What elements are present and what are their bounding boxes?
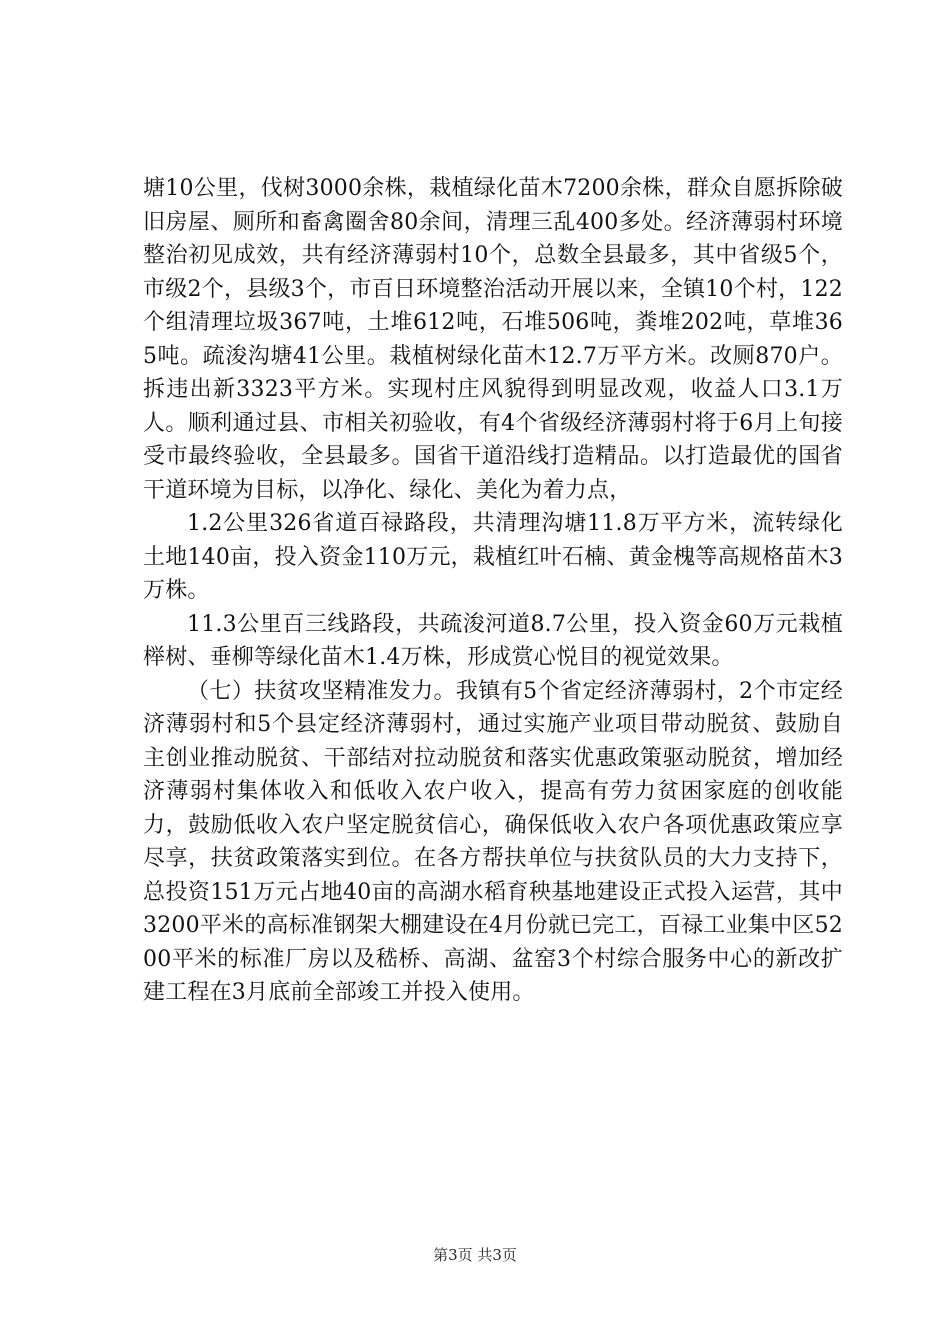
document-body xyxy=(143,172,843,1010)
page-number-footer: 第3页 共3页 xyxy=(433,1246,517,1264)
paragraph-1: 塘10公里，伐树3000余株，栽植绿化苗木7200余株，群众自愿拆除破旧房屋、厕所和畜禽圈舍80余间，清理三乱400多处。经济薄弱村环境整治初见成效，共有经济薄弱村10个，总数全县最多，其中省级5个，市级2个，县级3个，市百日环境整治活动开展以来，全镇10个村，122个组清理垃圾367吨，土堆612吨，石堆506吨，粪堆202吨，草堆365吨。疏浚沟塘41公里。栽植树绿化苗木12.7万平方米。改厕870户。拆违出新3323平方米。实现村庄风貌得到明显改观，收益人口3.1万人。顺利通过县、市相关初验收，有4个省级经济薄弱村将于6月上旬接受市最终验收，全县最多。国省干道沿线打造精品。以打造最优的国省干道环境为目标，以净化、绿化、美化为着力点， xyxy=(143,176,843,503)
paragraph-4: （七）扶贫攻坚精准发力。我镇有5个省定经济薄弱村，2个市定经济薄弱村和5个县定经济薄弱村，通过实施产业项目带动脱贫、鼓励自主创业推动脱贫、干部结对拉动脱贫和落实优惠政策驱动脱贫，增加经济薄弱村集体收入和低收入农户收入，提高有劳力贫困家庭的创收能力，鼓励低收入农户坚定脱贫信心，确保低收入农户各项优惠政策应享尽享，扶贫政策落实到位。在各方帮扶单位与扶贫队员的大力支持下，总投资151万元占地40亩的高湖水稻育秧基地建设正式投入运营，其中3200平米的高标准钢架大棚建设在4月份就已完工，百禄工业集中区5200平米的标准厂房以及嵇桥、高湖、盆窑3个村综合服务中心的新改扩建工程在3月底前全部竣工并投入使用。 xyxy=(143,678,843,1005)
paragraph-3: 11.3公里百三线路段，共疏浚河道8.7公里，投入资金60万元栽植榉树、垂柳等绿化苗木1.4万株，形成赏心悦目的视觉效果。 xyxy=(143,611,843,670)
paragraph-2: 1.2公里326省道百禄路段，共清理沟塘11.8万平方米，流转绿化土地140亩，投入资金110万元，栽植红叶石楠、黄金槐等高规格苗木3万株。 xyxy=(143,511,843,603)
